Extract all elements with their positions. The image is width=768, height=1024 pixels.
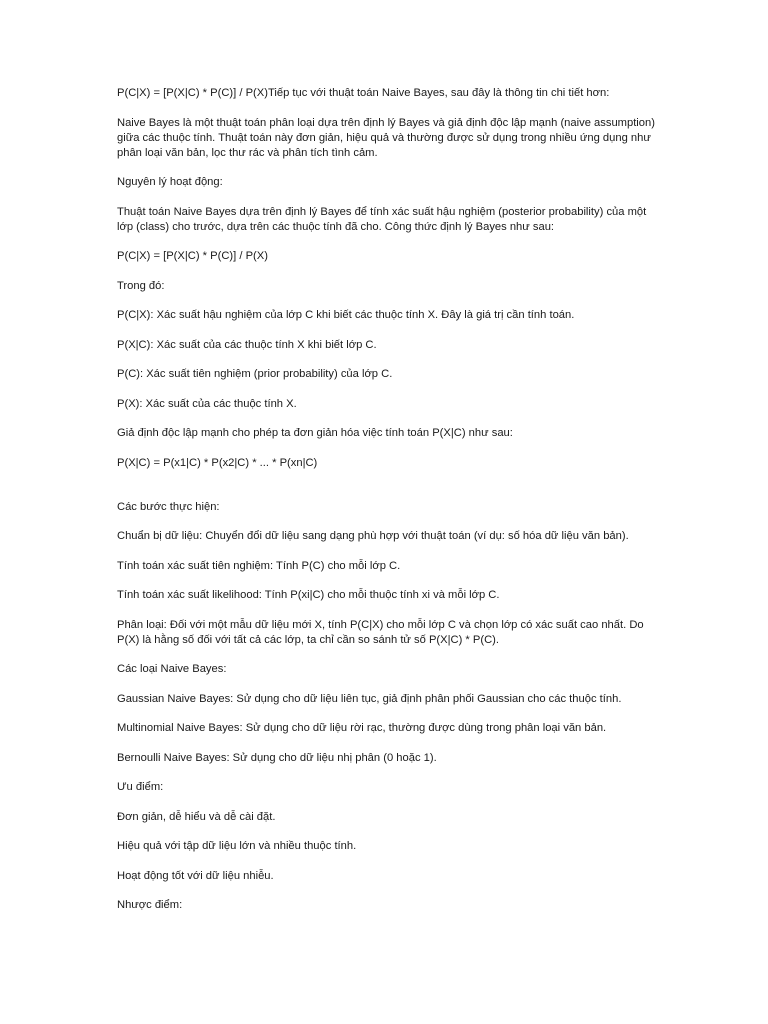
heading-steps: Các bước thực hiện: [117, 500, 220, 513]
paragraph-principle: Thuật toán Naive Bayes dựa trên định lý Bayes để tính xác suất hậu nghiệm (posterior probability) của một lớp (class) cho trước, dựa trên các thuộc tính đã cho. Công thức định lý Bayes như sau: [117, 205, 647, 233]
type-gaussian: Gaussian Naive Bayes: Sử dụng cho dữ liệu liên tục, giả định phân phối Gaussian cho các thuộc tính. [117, 692, 622, 705]
heading-where: Trong đó: [117, 279, 165, 292]
step-classify: Phân loại: Đối với một mẫu dữ liệu mới X, tính P(C|X) cho mỗi lớp C và chọn lớp có xác suất cao nhất. Do P(X) là hằng số đối với tất cả các lớp, ta chỉ cần so sánh tử số P(X|C) * P(C). [117, 618, 644, 646]
heading-advantages: Ưu điểm: [117, 781, 164, 793]
formula-bayes: P(C|X) = [P(X|C) * P(C)] / P(X) [117, 250, 268, 262]
heading-disadvantages: Nhược điểm: [117, 899, 183, 911]
definition-evidence: P(X): Xác suất của các thuộc tính X. [117, 397, 297, 410]
document-body [117, 86, 657, 928]
step-likelihood: Tính toán xác suất likelihood: Tính P(xi|C) cho mỗi thuộc tính xi và mỗi lớp C. [117, 589, 500, 601]
paragraph-intro-formula: P(C|X) = [P(X|C) * P(C)] / P(X)Tiếp tục với thuật toán Naive Bayes, sau đây là thông tin chi tiết hơn: [117, 87, 610, 99]
heading-types: Các loại Naive Bayes: [117, 663, 227, 675]
type-bernoulli: Bernoulli Naive Bayes: Sử dụng cho dữ liệu nhị phân (0 hoặc 1). [117, 751, 437, 764]
definition-posterior: P(C|X): Xác suất hậu nghiệm của lớp C khi biết các thuộc tính X. Đây là giá trị cần tính toán. [117, 309, 575, 321]
heading-principle: Nguyên lý hoạt động: [117, 176, 223, 188]
definition-prior: P(C): Xác suất tiên nghiệm (prior probability) của lớp C. [117, 368, 393, 380]
advantage-noise: Hoạt động tốt với dữ liệu nhiễu. [117, 869, 274, 882]
advantage-efficient: Hiệu quả với tập dữ liệu lớn và nhiều thuộc tính. [117, 840, 357, 852]
step-prior: Tính toán xác suất tiên nghiệm: Tính P(C) cho mỗi lớp C. [117, 559, 401, 572]
paragraph-independence: Giả định độc lập mạnh cho phép ta đơn giản hóa việc tính toán P(X|C) như sau: [117, 427, 513, 439]
paragraph-naive-bayes-definition: Naive Bayes là một thuật toán phân loại dựa trên định lý Bayes và giả định độc lập mạnh (naive assumption) giữa các thuộc tính. Thuật toán này đơn giản, hiệu quả và thường được sử dụng trong nhiều ứng dụng như phân loại văn bản, lọc thư rác và phân tích tình cảm. [117, 116, 655, 159]
advantage-simple: Đơn giản, dễ hiểu và dễ cài đặt. [117, 810, 276, 823]
formula-independence: P(X|C) = P(x1|C) * P(x2|C) * ... * P(xn|C) [117, 456, 318, 469]
step-prepare-data: Chuẩn bị dữ liệu: Chuyển đổi dữ liệu sang dạng phù hợp với thuật toán (ví dụ: số hóa dữ liệu văn bản). [117, 530, 629, 542]
type-multinomial: Multinomial Naive Bayes: Sử dụng cho dữ liệu rời rạc, thường được dùng trong phân loại văn bản. [117, 722, 607, 734]
definition-likelihood: P(X|C): Xác suất của các thuộc tính X khi biết lớp C. [117, 338, 377, 351]
